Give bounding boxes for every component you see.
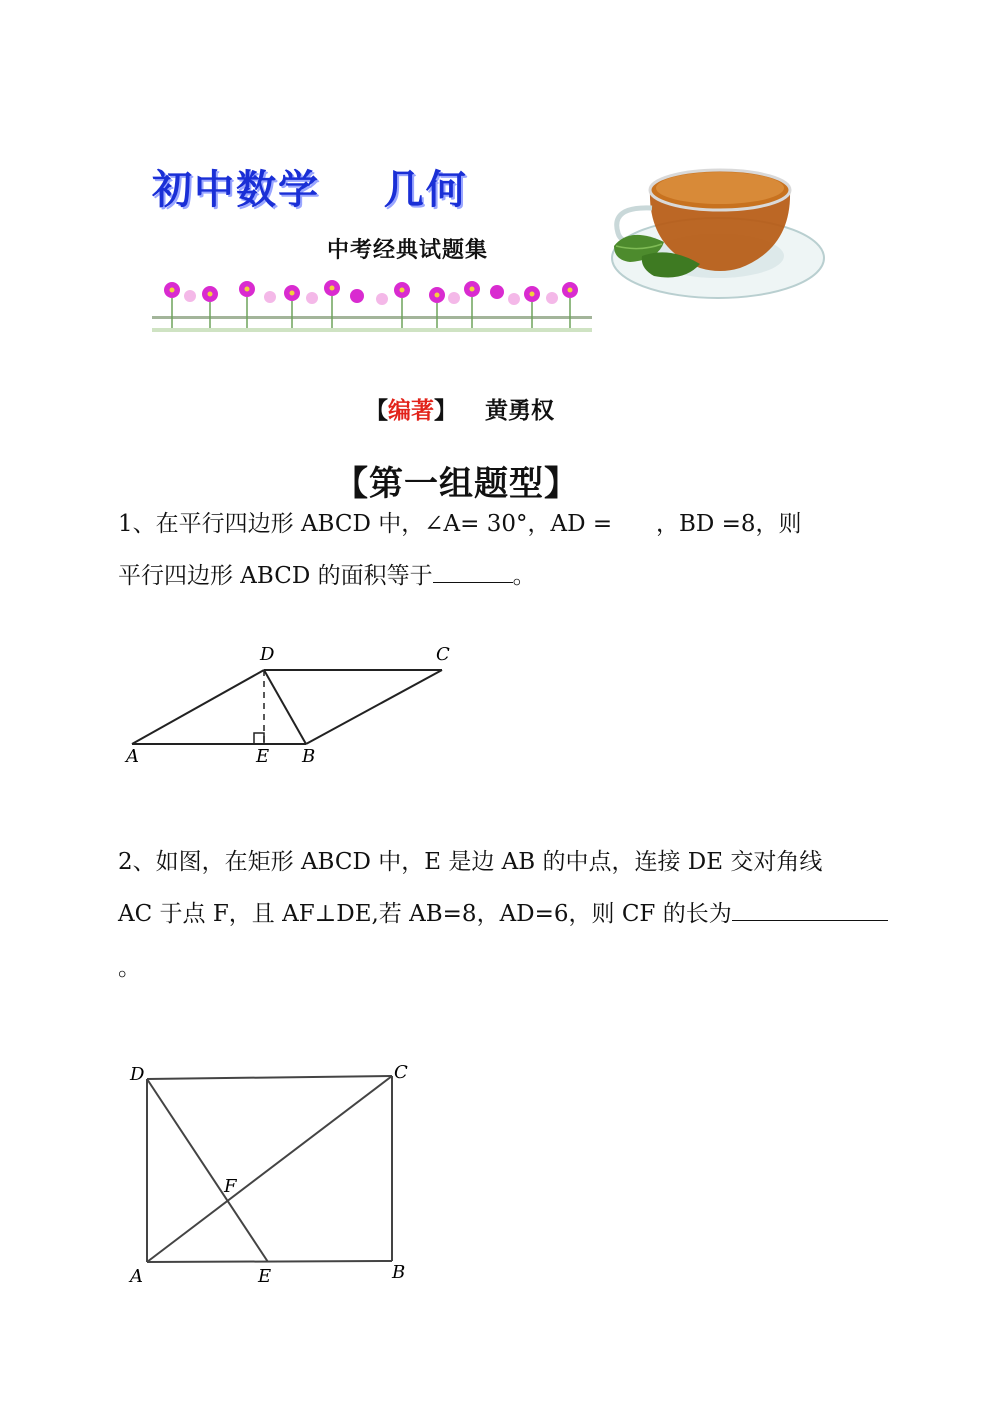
flower-border-image [152, 272, 592, 338]
question-2-line2 [118, 888, 888, 940]
author-role: 编著 [388, 398, 434, 424]
question-2-line3: 。 [118, 955, 141, 981]
question-1-line2-text: 平行四边形 ABCD 的面积等于 [118, 563, 433, 589]
flowers [152, 280, 592, 332]
label-C: C [394, 1062, 408, 1083]
label-C: C [436, 644, 450, 665]
label-D: D [260, 644, 275, 665]
author-name: 黄勇权 [485, 398, 555, 424]
label-B: B [302, 746, 316, 767]
edge-AB [147, 1261, 392, 1262]
section-title: 【第一组题型】 [334, 464, 579, 504]
question-2-line1: 2、如图，在矩形 ABCD 中，E 是边 AB 的中点，连接 DE 交对角线 [118, 849, 823, 875]
diagonal-AC [147, 1076, 392, 1262]
answer-blank-1 [433, 556, 513, 583]
label-A: A [130, 1266, 143, 1287]
label-E: E [258, 1266, 272, 1287]
author-bracket-left: 【 [365, 398, 388, 424]
author-line [365, 392, 554, 425]
label-F: F [224, 1176, 237, 1197]
document-title: 初中数学 几何 [152, 167, 468, 213]
document-subtitle: 中考经典试题集 [327, 238, 489, 263]
question-1-line2 [118, 550, 536, 602]
tea-cup-image [600, 148, 828, 306]
label-E: E [256, 746, 270, 767]
author-bracket-right: 】 [434, 398, 457, 424]
figure-rectangle [120, 1058, 420, 1294]
label-D: D [130, 1064, 145, 1085]
question-1-line1: 1、在平行四边形 ABCD 中，∠A= 30°，AD = ，BD =8，则 [118, 511, 802, 537]
diagonal-DB [264, 670, 306, 744]
figure-parallelogram [120, 640, 470, 775]
question-2-line2-text: AC 于点 F，且 AF⊥DE,若 AB=8，AD=6，则 CF 的长为 [118, 901, 732, 927]
right-angle-mark [254, 733, 264, 744]
edge-CB [306, 670, 442, 744]
answer-blank-2 [732, 894, 888, 921]
label-B: B [392, 1262, 406, 1283]
question-1-line2-end: 。 [512, 563, 536, 589]
segment-DE [147, 1079, 268, 1262]
edge-DC [147, 1076, 392, 1079]
edge-AD [132, 670, 264, 744]
label-A: A [126, 746, 139, 767]
